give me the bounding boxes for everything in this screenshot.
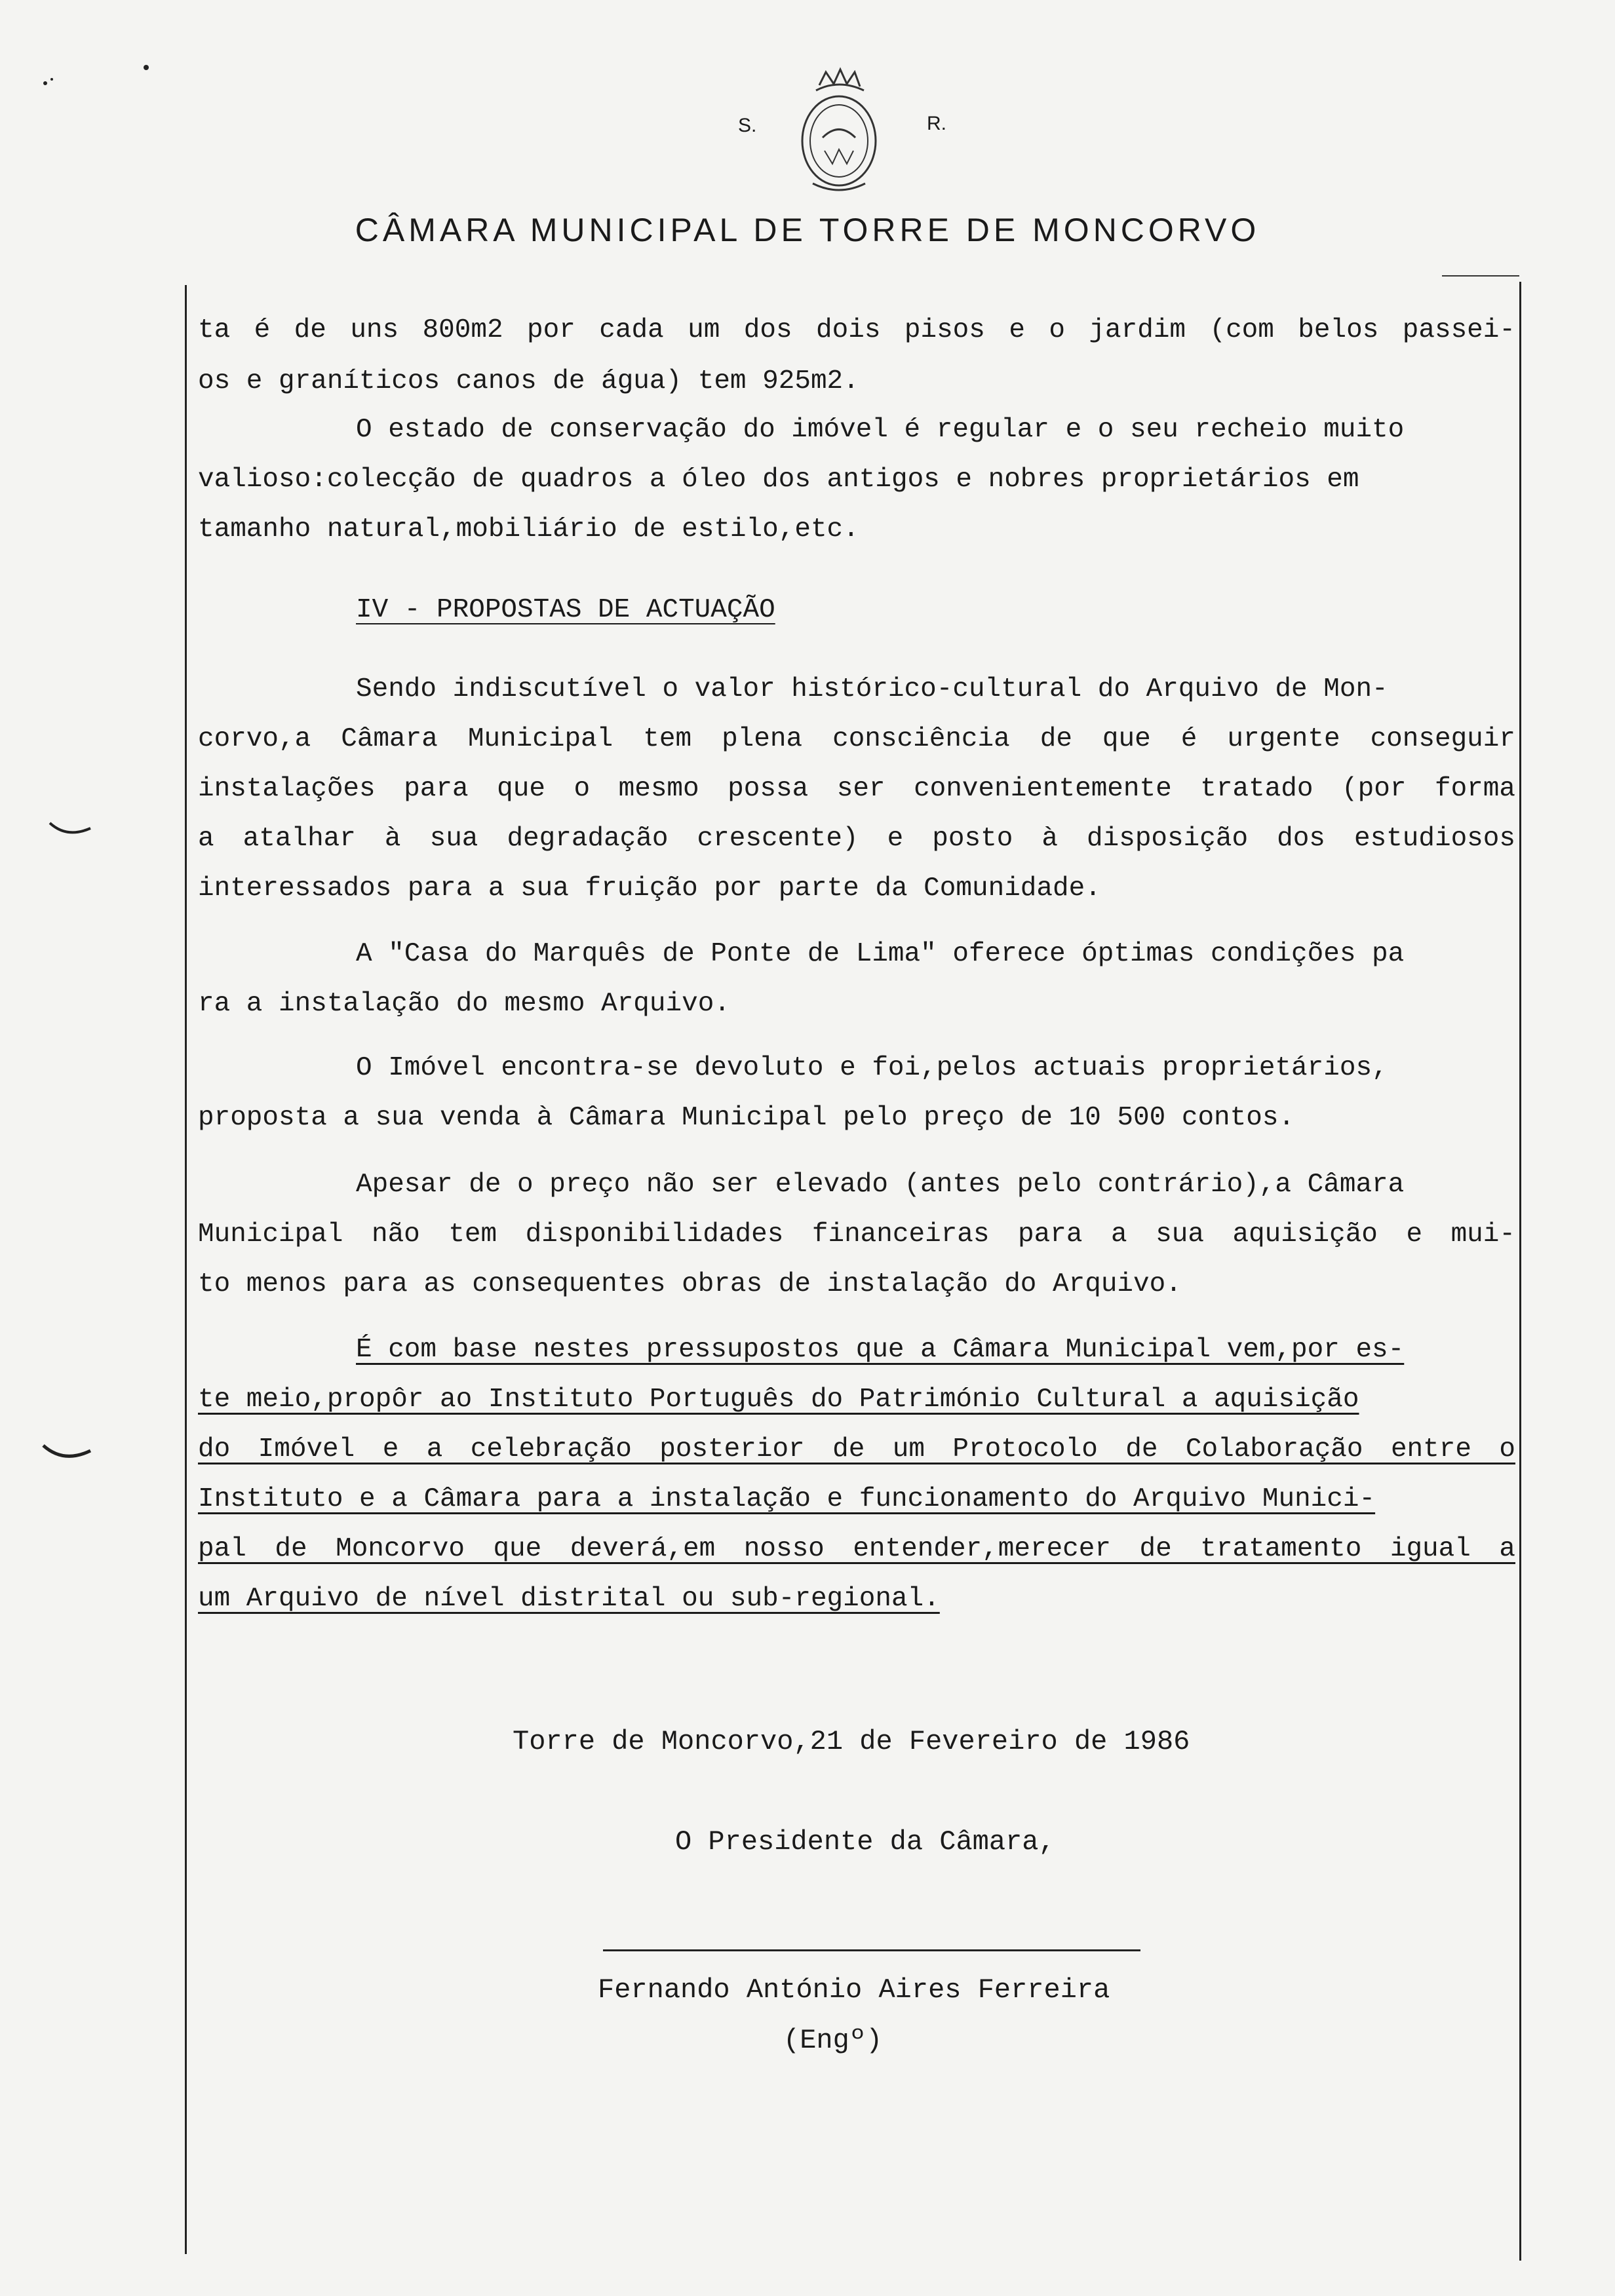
body-line: to menos para as consequentes obras de instalação do Arquivo.: [198, 1269, 1182, 1299]
body-line: tamanho natural,mobiliário de estilo,etc.: [198, 514, 859, 545]
left-margin-rule: [185, 285, 187, 2254]
municipality-title: CÂMARA MUNICIPAL DE TORRE DE MONCORVO: [355, 212, 1260, 248]
scan-mark: [47, 819, 93, 839]
letterhead-right-initial: R.: [927, 113, 946, 134]
body-line: ra a instalação do mesmo Arquivo.: [198, 989, 730, 1019]
body-line-underlined: um Arquivo de nível distrital ou sub-regional.: [198, 1584, 940, 1614]
body-line: Sendo indiscutível o valor histórico-cultural do Arquivo de Mon-: [356, 674, 1388, 704]
body-line-underlined: te meio,propôr ao Instituto Português do Património Cultural a aquisição: [198, 1385, 1359, 1415]
body-line: A "Casa do Marquês de Ponte de Lima" oferece óptimas condições pa: [356, 939, 1405, 969]
scan-mark: [41, 1442, 93, 1464]
body-line: Municipal não tem disponibilidades financeiras para a sua aquisição e mui-: [198, 1219, 1515, 1250]
body-line: ta é de uns 800m2 por cada um dos dois pisos e o jardim (com belos passei-: [198, 315, 1515, 345]
signatory-name: Fernando António Aires Ferreira: [598, 1974, 1110, 2006]
body-line: os e graníticos canos de água) tem 925m2.: [198, 366, 859, 396]
body-line: interessados para a sua fruição por parte da Comunidade.: [198, 873, 1101, 904]
scan-mark: [36, 62, 154, 95]
body-line: a atalhar à sua degradação crescente) e posto à disposição dos estudiosos: [198, 824, 1515, 854]
section-heading: IV - PROPOSTAS DE ACTUAÇÃO: [356, 595, 775, 625]
signatory-title: (Engº): [783, 2025, 883, 2056]
body-line: instalações para que o mesmo possa ser convenientemente tratado (por forma: [198, 774, 1515, 804]
signature-line: [603, 1949, 1140, 1951]
document-date: Torre de Moncorvo,21 de Fevereiro de 1986: [513, 1726, 1190, 1757]
signatory-role: O Presidente da Câmara,: [675, 1826, 1055, 1858]
body-line: O estado de conservação do imóvel é regular e o seu recheio muito: [356, 415, 1405, 445]
letterhead-left-initial: S.: [738, 115, 757, 136]
body-line: proposta a sua venda à Câmara Municipal pelo preço de 10 500 contos.: [198, 1103, 1295, 1133]
body-line-underlined: Instituto e a Câmara para a instalação e funcionamento do Arquivo Munici-: [198, 1484, 1376, 1514]
body-line: O Imóvel encontra-se devoluto e foi,pelos actuais proprietários,: [356, 1053, 1388, 1083]
top-margin-stroke: [1442, 275, 1519, 277]
municipal-seal-icon: [787, 59, 891, 197]
body-line: valioso:colecção de quadros a óleo dos antigos e nobres proprietários em: [198, 465, 1359, 495]
body-line: corvo,a Câmara Municipal tem plena consciência de que é urgente conseguir: [198, 724, 1515, 754]
body-line: Apesar de o preço não ser elevado (antes pelo contrário),a Câmara: [356, 1170, 1405, 1200]
body-line-underlined: É com base nestes pressupostos que a Câmara Municipal vem,por es-: [356, 1335, 1405, 1365]
body-line-underlined: pal de Moncorvo que deverá,em nosso entender,merecer de tratamento igual a: [198, 1534, 1515, 1564]
right-margin-rule: [1519, 282, 1521, 2261]
body-line-underlined: do Imóvel e a celebração posterior de um Protocolo de Colaboração entre o: [198, 1434, 1515, 1464]
